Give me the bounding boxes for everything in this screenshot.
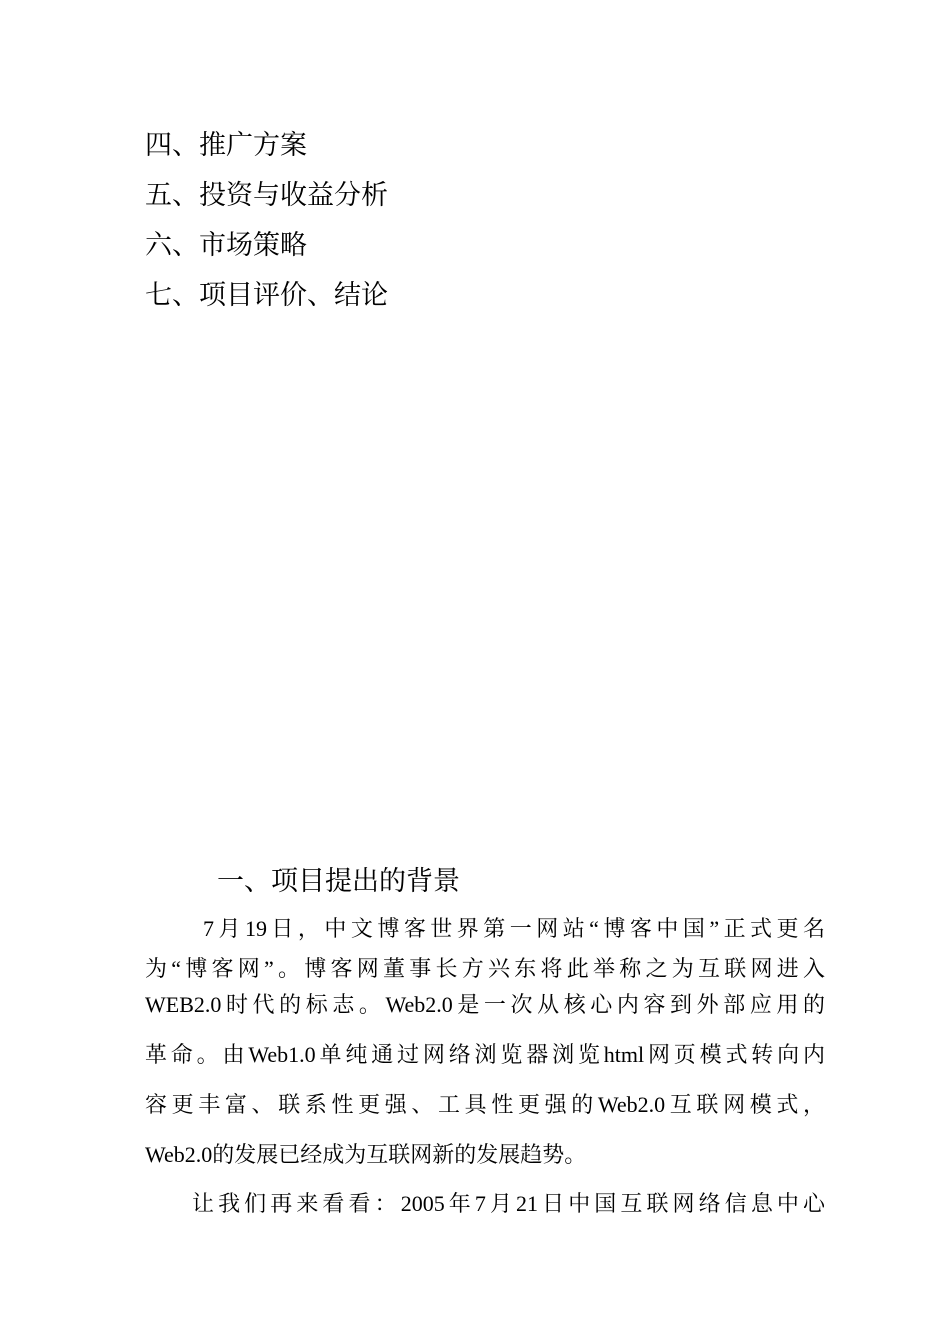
paragraph-line: Web2.0的发展已经成为互联网新的发展趋势。	[145, 1142, 587, 1167]
toc-item-market-strategy: 六、市场策略	[145, 230, 307, 261]
toc-item-investment: 五、投资与收益分析	[145, 180, 388, 211]
toc-item-promotion: 四、推广方案	[145, 130, 307, 161]
paragraph-line: 7月19日，中文博客世界第一网站“博客中国”正式更名	[203, 916, 825, 941]
paragraph-line: 为“博客网”。博客网董事长方兴东将此举称之为互联网进入	[145, 956, 825, 981]
paragraph-line: 容更丰富、联系性更强、工具性更强的Web2.0互联网模式，	[145, 1092, 825, 1117]
paragraph-line: 革命。由Web1.0单纯通过网络浏览器浏览html网页模式转向内	[145, 1042, 825, 1067]
paragraph-line: 让我们再来看看：2005年7月21日中国互联网络信息中心	[192, 1191, 825, 1216]
toc-item-evaluation: 七、项目评价、结论	[145, 280, 388, 311]
section-heading: 一、项目提出的背景	[217, 866, 460, 897]
paragraph-line: WEB2.0时代的标志。Web2.0是一次从核心内容到外部应用的	[145, 992, 825, 1017]
table-of-contents	[145, 121, 388, 321]
